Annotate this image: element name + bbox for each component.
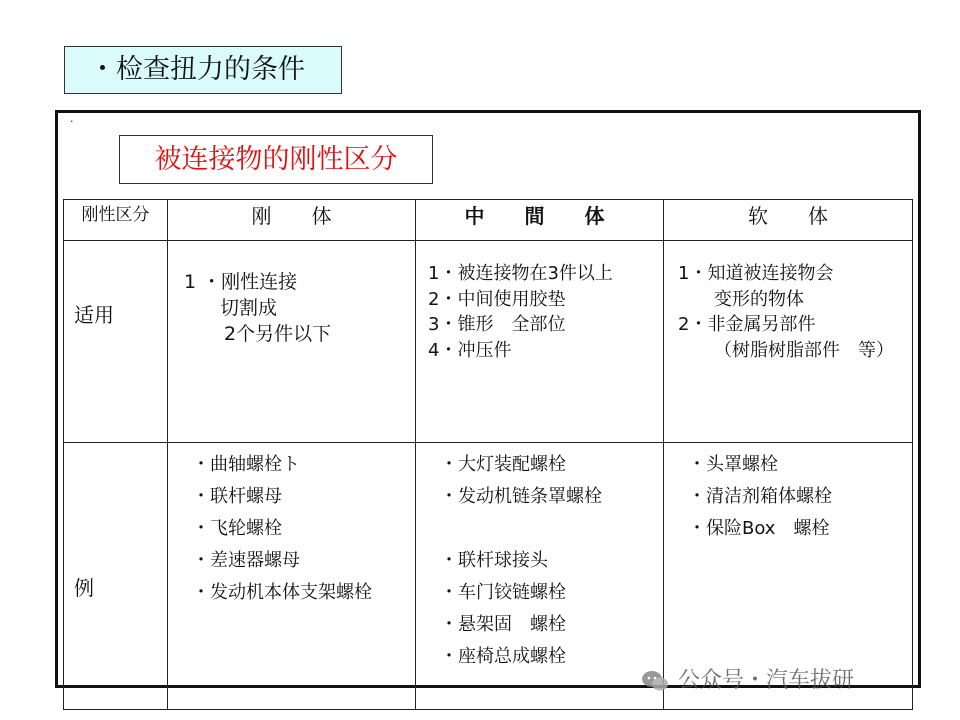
text-line: 变形的物体	[714, 288, 804, 310]
list-item: ・车门铰链螺栓	[440, 582, 566, 603]
watermark	[640, 663, 854, 699]
row-label-applicable: 适用	[64, 241, 168, 443]
cell-applicable-intermediate	[416, 241, 664, 443]
list-item: ・联杆球接头	[440, 550, 548, 571]
header-rigidity-class: 刚性区分	[64, 200, 168, 241]
slide-title: ・检查扭力的条件	[64, 46, 342, 94]
header-rigid-body: 刚 体	[168, 200, 416, 241]
text-line: 切割成	[220, 297, 278, 319]
wechat-icon	[640, 669, 670, 693]
list-item: ・发动机本体支架螺栓	[192, 582, 372, 603]
frame-dot: ·	[70, 115, 74, 128]
list-item: ・座椅总成螺栓	[440, 646, 566, 667]
text-line: 1・被连接物在3件以上	[428, 263, 613, 284]
cell-examples-rigid	[168, 443, 416, 710]
text-line: （树脂树脂部件 等）	[714, 339, 894, 361]
list-item: ・清洁剂箱体螺栓	[688, 486, 832, 507]
row-label-examples: 例	[64, 443, 168, 710]
list-item: ・曲轴螺栓ト	[192, 454, 300, 475]
list-item: ・联杆螺母	[192, 486, 282, 507]
text-line: 2・中间使用胶垫	[428, 288, 566, 310]
list-item: ・保险Box 螺栓	[688, 518, 830, 539]
text-line: 1 ・刚性连接	[184, 271, 298, 293]
text-line: 4・冲压件	[428, 339, 512, 361]
cell-applicable-rigid	[168, 241, 416, 443]
list-item: ・悬架固 螺栓	[440, 614, 566, 635]
header-soft-body: 软 体	[664, 200, 913, 241]
rigidity-table	[63, 199, 913, 710]
section-subtitle: 被连接物的刚性区分	[119, 135, 433, 184]
text-line: 2・非金属另部件	[678, 314, 816, 335]
cell-applicable-soft	[664, 241, 913, 443]
list-item: ・头罩螺栓	[688, 454, 778, 475]
text-line: 3・锥形 全部位	[428, 314, 566, 335]
header-intermediate-body: 中 間 体	[416, 200, 664, 241]
table-header-row	[64, 200, 913, 241]
list-item: ・差速器螺母	[192, 550, 300, 571]
text-line: 2个另件以下	[224, 323, 332, 345]
watermark-text: 公众号・汽车拔研	[678, 668, 855, 693]
cell-examples-intermediate	[416, 443, 664, 710]
list-item: ・发动机链条罩螺栓	[440, 486, 602, 507]
list-item: ・飞轮螺栓	[192, 518, 282, 539]
list-item: ・大灯装配螺栓	[440, 454, 566, 475]
list-gap	[440, 521, 663, 553]
table-row-applicable	[64, 241, 913, 443]
text-line: 1・知道被连接物会	[678, 263, 834, 284]
